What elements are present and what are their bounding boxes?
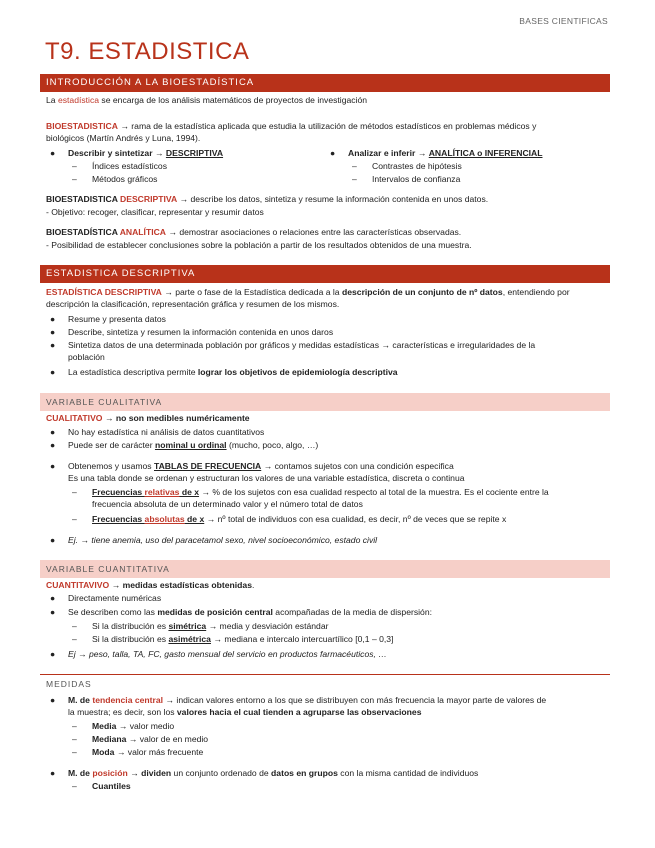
text: → valor más frecuente bbox=[114, 747, 204, 757]
bullet-icon: ● bbox=[50, 593, 56, 603]
term-absolutas: absolutas bbox=[144, 514, 185, 524]
text: dividen bbox=[141, 768, 172, 778]
text: Analizar e inferir bbox=[348, 148, 416, 158]
text: , entendiendo por bbox=[502, 287, 570, 297]
sub-item bbox=[352, 173, 460, 185]
text: valores hacia el cual tienden a agruparse las observaciones bbox=[176, 707, 422, 717]
bullet-describir bbox=[50, 147, 223, 159]
term-relativas: relativas bbox=[144, 487, 180, 497]
list-item bbox=[50, 694, 546, 706]
text: Describir y sintetizar bbox=[68, 148, 153, 158]
text: M. de bbox=[68, 695, 93, 705]
text: → bbox=[127, 768, 142, 778]
list-item bbox=[50, 313, 166, 325]
sub-item-cont: frecuencia absoluta de un determinado valor y el número total de datos bbox=[92, 499, 363, 509]
term-cualitativo: CUALITATIVO bbox=[46, 413, 103, 423]
bullet-icon: ● bbox=[50, 649, 56, 659]
sub-item bbox=[72, 746, 203, 758]
dash-icon: – bbox=[72, 161, 77, 171]
text: → media y desviación estándar bbox=[206, 621, 329, 631]
sub-item bbox=[72, 733, 208, 745]
text: ANALÍTICA o INFERENCIAL bbox=[428, 148, 543, 158]
section-heading-descriptiva: ESTADISTICA DESCRIPTIVA bbox=[40, 265, 610, 283]
text: No hay estadística ni análisis de datos cuantitativos bbox=[68, 427, 265, 437]
bullet-icon: ● bbox=[50, 148, 56, 158]
text: nominal u ordinal bbox=[154, 440, 227, 450]
text: acompañadas de la media de dispersión: bbox=[272, 607, 432, 617]
term-cuantitativo: CUANTITAVIVO bbox=[46, 580, 110, 590]
term-posicion: posición bbox=[92, 768, 128, 778]
text: La bbox=[46, 95, 58, 105]
text: Directamente numéricas bbox=[68, 593, 162, 603]
bullet-icon: ● bbox=[50, 340, 56, 350]
text: la muestra; es decir, son los bbox=[68, 707, 177, 717]
desc-definition-cont: descripción la clasificación, representación gráfica y resumen de los mismos. bbox=[46, 299, 340, 309]
sub-item bbox=[72, 513, 506, 525]
text: BIOESTADÍSTICA bbox=[46, 227, 120, 237]
text: → % de los sujetos con esa cualidad respecto al total de la muestra. Es el cociente entre la bbox=[199, 487, 549, 497]
text: Intervalos de confianza bbox=[372, 174, 461, 184]
bullet-icon: ● bbox=[50, 314, 56, 324]
text: . bbox=[252, 580, 255, 590]
text: → demostrar asociaciones o relaciones entre las características observadas. bbox=[166, 227, 462, 237]
text: Métodos gráficos bbox=[92, 174, 158, 184]
dash-icon: – bbox=[72, 781, 77, 791]
section-heading-intro: INTRODUCCIÓN A LA BIOESTADÍSTICA bbox=[40, 74, 610, 92]
bullet-icon: ● bbox=[50, 695, 56, 705]
term-descriptiva: DESCRIPTIVA bbox=[120, 194, 178, 204]
sub-item bbox=[72, 620, 328, 632]
bullet-icon: ● bbox=[50, 367, 56, 377]
list-item bbox=[50, 460, 454, 472]
text: Describe, sintetiza y resumen la información contenida en unos daros bbox=[68, 327, 334, 337]
dash-icon: – bbox=[352, 174, 357, 184]
cuan-heading bbox=[46, 579, 254, 591]
text: con la misma cantidad de individuos bbox=[337, 768, 479, 778]
text: Resume y presenta datos bbox=[68, 314, 166, 324]
bullet-analizar bbox=[330, 147, 543, 159]
text: → valor medio bbox=[116, 721, 175, 731]
list-item bbox=[50, 439, 318, 451]
dash-icon: – bbox=[72, 487, 77, 497]
text: medidas de posición central bbox=[157, 607, 273, 617]
dash-icon: – bbox=[72, 174, 77, 184]
bd-definition bbox=[46, 193, 488, 205]
term-tendencia-central: tendencia central bbox=[92, 695, 164, 705]
bullet-icon: ● bbox=[50, 427, 56, 437]
intro-line bbox=[46, 94, 367, 106]
text: lograr los objetivos de epidemiología descriptiva bbox=[197, 367, 398, 377]
text: Ej. → tiene anemia, uso del paracetamol sexo, nivel socioeconómico, estado civil bbox=[68, 535, 378, 545]
text: de x bbox=[179, 487, 200, 497]
text: → rama de la estadística aplicada que estudia la utilización de métodos estadísticos en problemas médicos y bbox=[117, 121, 537, 131]
bullet-icon: ● bbox=[50, 607, 56, 617]
section-heading-cuantitativa: VARIABLE CUANTITATIVA bbox=[40, 560, 610, 578]
bullet-icon: ● bbox=[50, 768, 56, 778]
section-heading-medidas: MEDIDAS bbox=[40, 674, 610, 690]
bullet-icon: ● bbox=[330, 148, 336, 158]
bd-objective: - Objetivo: recoger, clasificar, representar y resumir datos bbox=[46, 207, 264, 217]
text: Sintetiza datos de una determinada población por gráficos y medidas estadísticas → características e irregularidades de la bbox=[68, 340, 536, 350]
text: Puede ser de carácter bbox=[68, 440, 155, 450]
text: descripción de un conjunto de nº datos bbox=[341, 287, 503, 297]
text: de x bbox=[184, 514, 205, 524]
text: se encarga de los análisis matemáticos de proyectos de investigación bbox=[99, 95, 368, 105]
text: → bbox=[102, 413, 116, 423]
list-item-example bbox=[50, 648, 387, 660]
list-item bbox=[50, 366, 398, 378]
text: → bbox=[109, 580, 123, 590]
text: → nº total de individuos con esa cualidad, es decir, nº de veces que se repite x bbox=[204, 514, 507, 524]
text: M. de bbox=[68, 768, 93, 778]
dash-icon: – bbox=[72, 621, 77, 631]
text: → valor de en medio bbox=[126, 734, 209, 744]
dash-icon: – bbox=[72, 747, 77, 757]
list-item bbox=[50, 426, 264, 438]
sub-item bbox=[72, 633, 393, 645]
text: Índices estadísticos bbox=[92, 161, 167, 171]
sub-item bbox=[72, 780, 131, 792]
text: Frecuencias bbox=[92, 514, 145, 524]
text: → indican valores entorno a los que se distribuyen con más frecuencia la mayor parte de valores de bbox=[163, 695, 547, 705]
text: → bbox=[152, 148, 166, 158]
list-item bbox=[50, 592, 161, 604]
text: → mediana e intercalo intercuartílico [0,1 – 0,3] bbox=[210, 634, 394, 644]
dash-icon: – bbox=[72, 734, 77, 744]
text: simétrica bbox=[168, 621, 207, 631]
text: Mediana bbox=[92, 734, 127, 744]
text: Media bbox=[92, 721, 117, 731]
text: Cuantiles bbox=[92, 781, 131, 791]
dash-icon: – bbox=[72, 721, 77, 731]
desc-definition bbox=[46, 286, 570, 298]
text: Si la distribución es bbox=[92, 621, 169, 631]
text: datos en grupos bbox=[271, 768, 338, 778]
dash-icon: – bbox=[72, 634, 77, 644]
text: → parte o fase de la Estadística dedicada a la bbox=[161, 287, 342, 297]
text: → describe los datos, sintetiza y resume la información contenida en unos datos. bbox=[177, 194, 489, 204]
text: → contamos sujetos con una condición especifica bbox=[261, 461, 454, 471]
text: asimétrica bbox=[168, 634, 211, 644]
bullet-icon: ● bbox=[50, 461, 56, 471]
list-item bbox=[50, 339, 535, 351]
text: (mucho, poco, algo, …) bbox=[226, 440, 319, 450]
text: DESCRIPTIVA bbox=[165, 148, 224, 158]
text: medidas estadísticas obtenidas bbox=[122, 580, 252, 590]
list-item-cont: Es una tabla donde se ordenan y estructuran los valores de una variable estadística, discreta o continua bbox=[68, 473, 465, 483]
term-estadistica: estadística bbox=[57, 95, 100, 105]
text: → bbox=[415, 148, 429, 158]
sub-item bbox=[352, 160, 462, 172]
cual-heading bbox=[46, 412, 250, 424]
bullet-icon: ● bbox=[50, 440, 56, 450]
text: Obtenemos y usamos bbox=[68, 461, 154, 471]
sub-item bbox=[72, 173, 157, 185]
list-item-cont bbox=[68, 706, 421, 718]
sub-item bbox=[72, 720, 174, 732]
text: Ej → peso, talla, TA, FC, gasto mensual del servicio en productos farmacéuticos, … bbox=[68, 649, 387, 659]
dash-icon: – bbox=[72, 514, 77, 524]
section-heading-cualitativa: VARIABLE CUALITATIVA bbox=[40, 393, 610, 411]
bullet-icon: ● bbox=[50, 535, 56, 545]
list-item bbox=[50, 767, 478, 779]
list-item-example bbox=[50, 534, 377, 546]
sub-item bbox=[72, 160, 167, 172]
page-title: T9. ESTADISTICA bbox=[45, 38, 250, 65]
dash-icon: – bbox=[352, 161, 357, 171]
list-item bbox=[50, 326, 333, 338]
text: Se describen como las bbox=[68, 607, 158, 617]
text: BIOESTADISTICA bbox=[46, 194, 121, 204]
term-analitica: ANALÍTICA bbox=[119, 227, 166, 237]
list-item-cont: población bbox=[68, 352, 105, 362]
text: La estadística descriptiva permite bbox=[68, 367, 198, 377]
list-item bbox=[50, 606, 432, 618]
term-estadistica-descriptiva: ESTADÍSTICA DESCRIPTIVA bbox=[46, 287, 162, 297]
ba-definition bbox=[46, 226, 461, 238]
term-bioestadistica: BIOESTADISTICA bbox=[46, 121, 118, 131]
bullet-icon: ● bbox=[50, 327, 56, 337]
text: Contrastes de hipótesis bbox=[372, 161, 462, 171]
bio-definition bbox=[46, 120, 536, 132]
running-header: BASES CIENTIFICAS bbox=[519, 16, 608, 26]
sub-item bbox=[72, 486, 549, 498]
ba-possibility: - Posibilidad de establecer conclusiones sobre la población a partir de los resultados obtenidos de una muestra. bbox=[46, 240, 472, 250]
text: Frecuencias bbox=[92, 487, 145, 497]
text: Si la distribución es bbox=[92, 634, 169, 644]
text: TABLAS DE FRECUENCIA bbox=[153, 461, 262, 471]
bio-definition-cont: biológicos (Martín Andrés y Luna, 1994). bbox=[46, 133, 201, 143]
text: un conjunto ordenado de bbox=[171, 768, 272, 778]
text: Moda bbox=[92, 747, 115, 757]
text: no son medibles numéricamente bbox=[115, 413, 250, 423]
